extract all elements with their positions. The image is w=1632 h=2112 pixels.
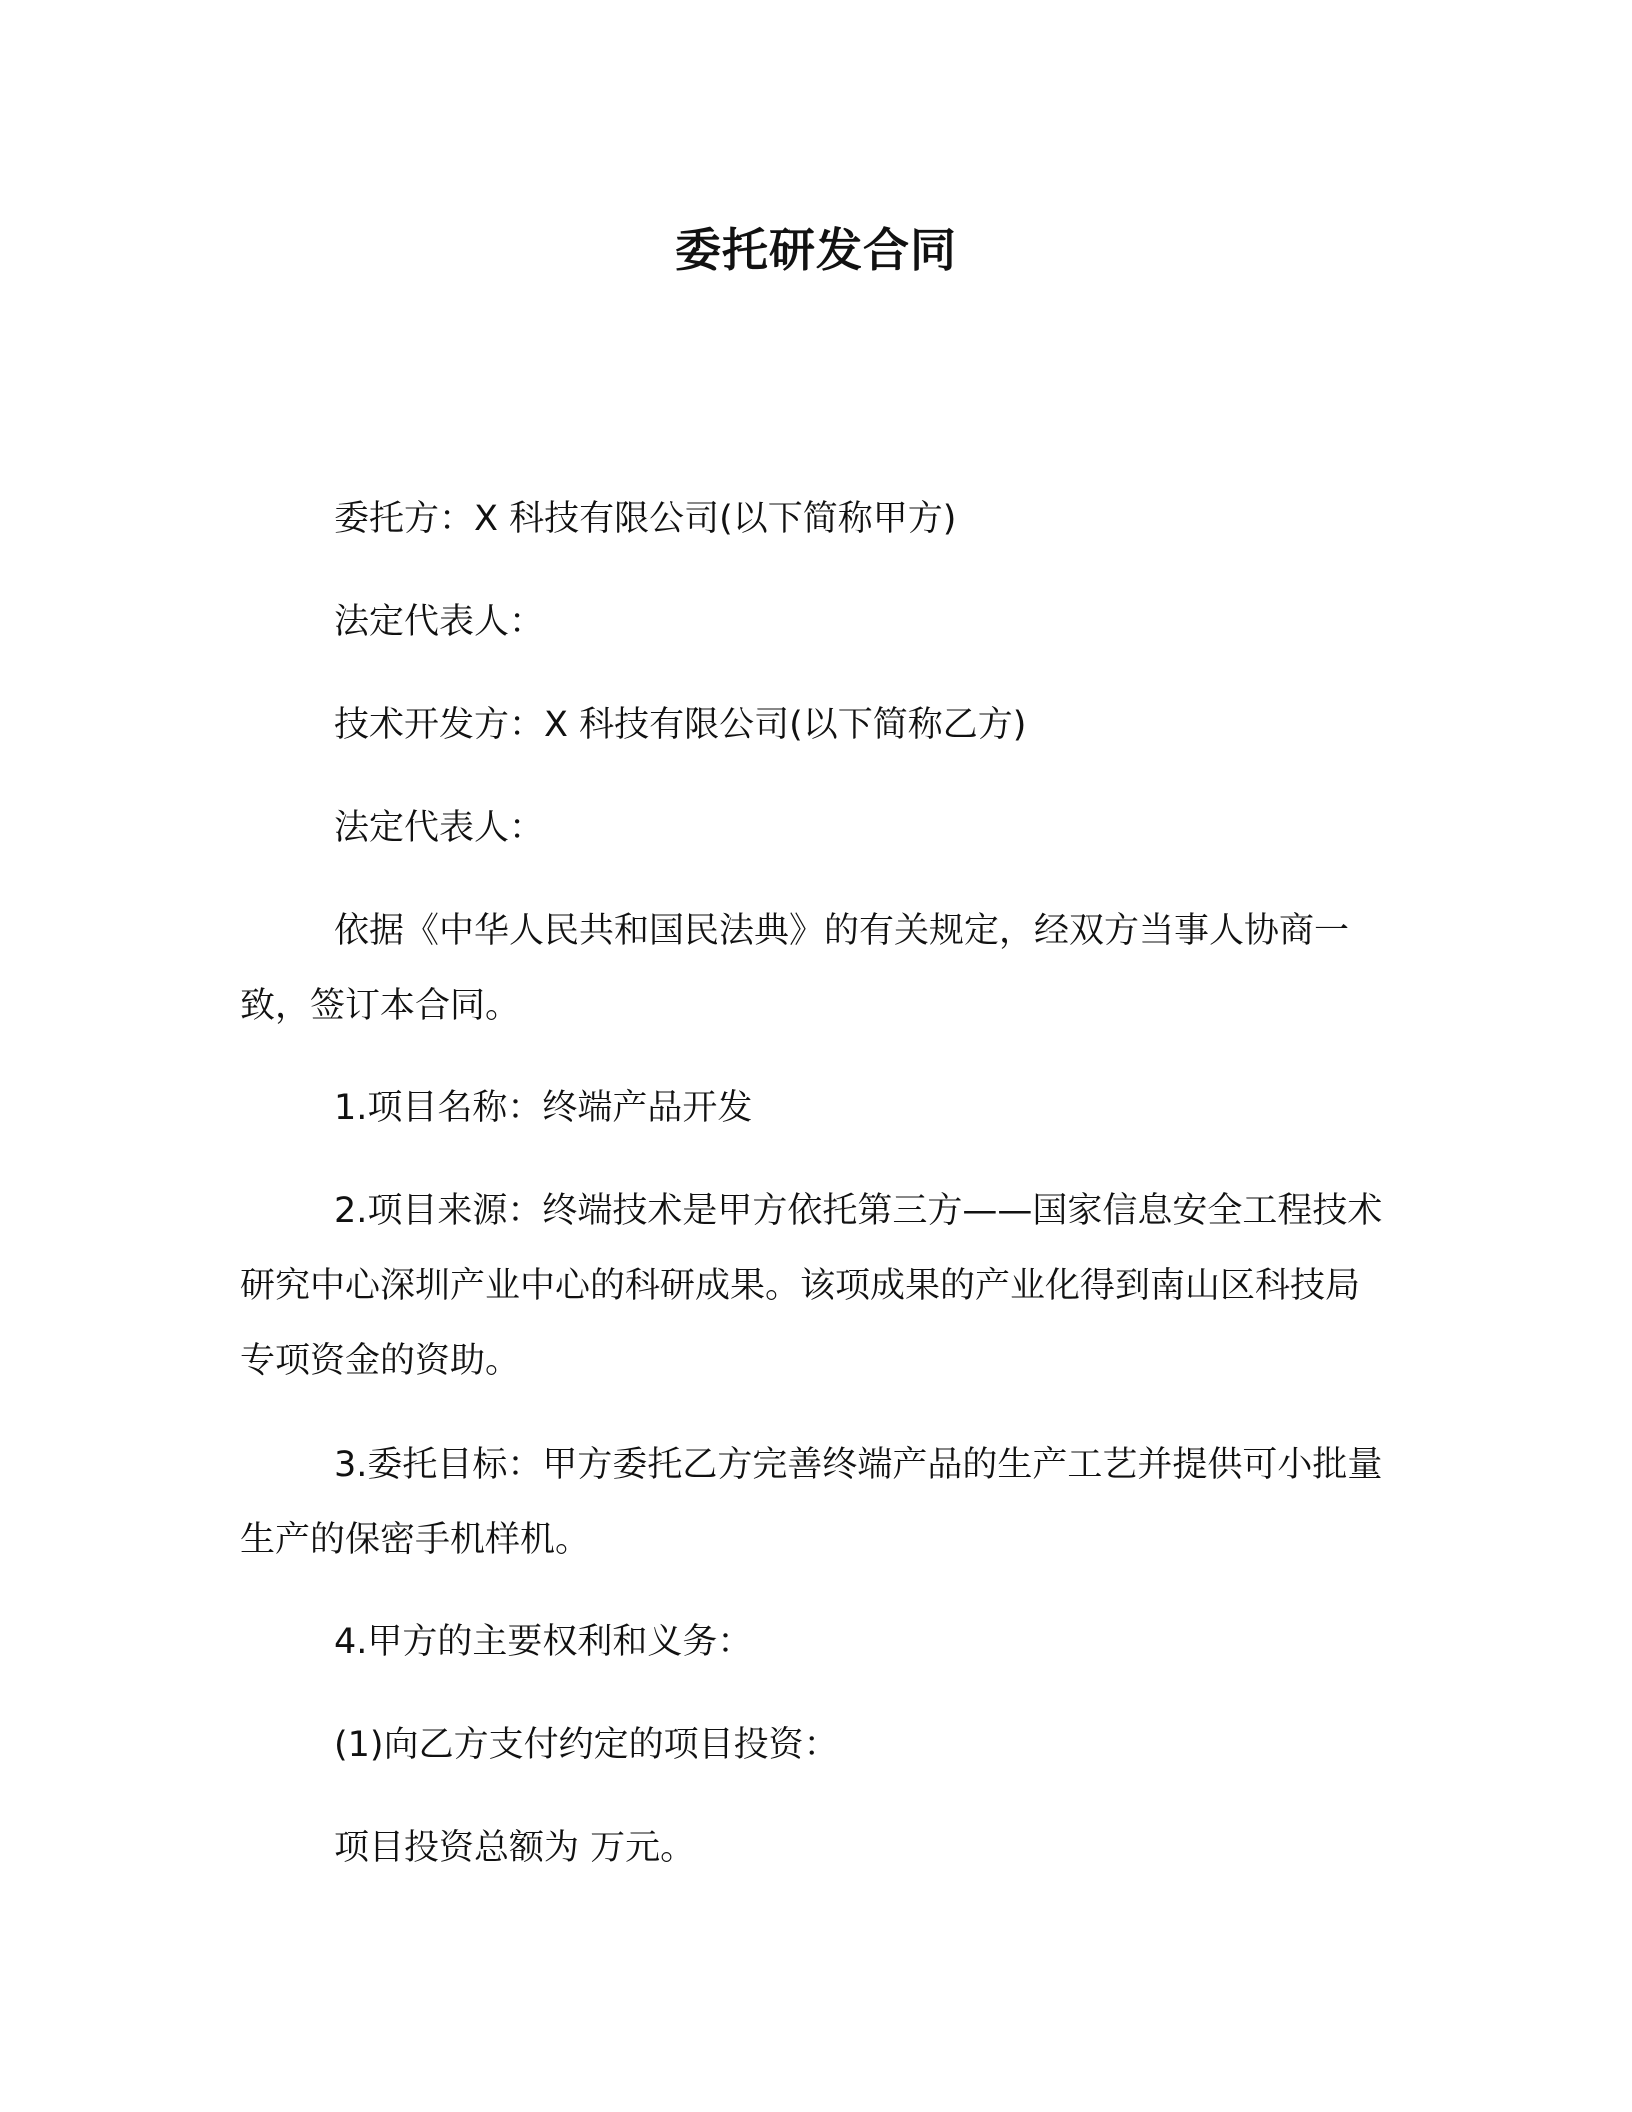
paragraph-project-name: 1.项目名称：终端产品开发 (334, 1088, 753, 1128)
paragraph-commissioning-party: 委托方：X 科技有限公司(以下简称甲方) (334, 499, 957, 539)
paragraph-legal-basis: 依据《中华人民共和国民法典》的有关规定，经双方当事人协商一致，签订本合同。 (240, 911, 1350, 1026)
paragraph-legal-representative-b: 法定代表人： (334, 808, 545, 848)
document-title: 委托研发合同 (675, 223, 957, 277)
paragraph-legal-representative-a: 法定代表人： (334, 602, 545, 642)
paragraph-commission-goal: 3.委托目标：甲方委托乙方完善终端产品的生产工艺并提供可小批量生产的保密手机样机。 (240, 1445, 1383, 1560)
paragraph-party-a-rights: 4.甲方的主要权利和义务： (334, 1622, 753, 1662)
paragraph-investment-total: 项目投资总额为 万元。 (334, 1828, 696, 1868)
paragraph-payment: (1)向乙方支付约定的项目投资： (334, 1725, 839, 1765)
paragraph-project-source: 2.项目来源：终端技术是甲方依托第三方——国家信息安全工程技术研究中心深圳产业中心的科研成果。该项成果的产业化得到南山区科技局专项资金的资助。 (240, 1191, 1383, 1381)
paragraph-developer-party: 技术开发方：X 科技有限公司(以下简称乙方) (334, 705, 1027, 745)
